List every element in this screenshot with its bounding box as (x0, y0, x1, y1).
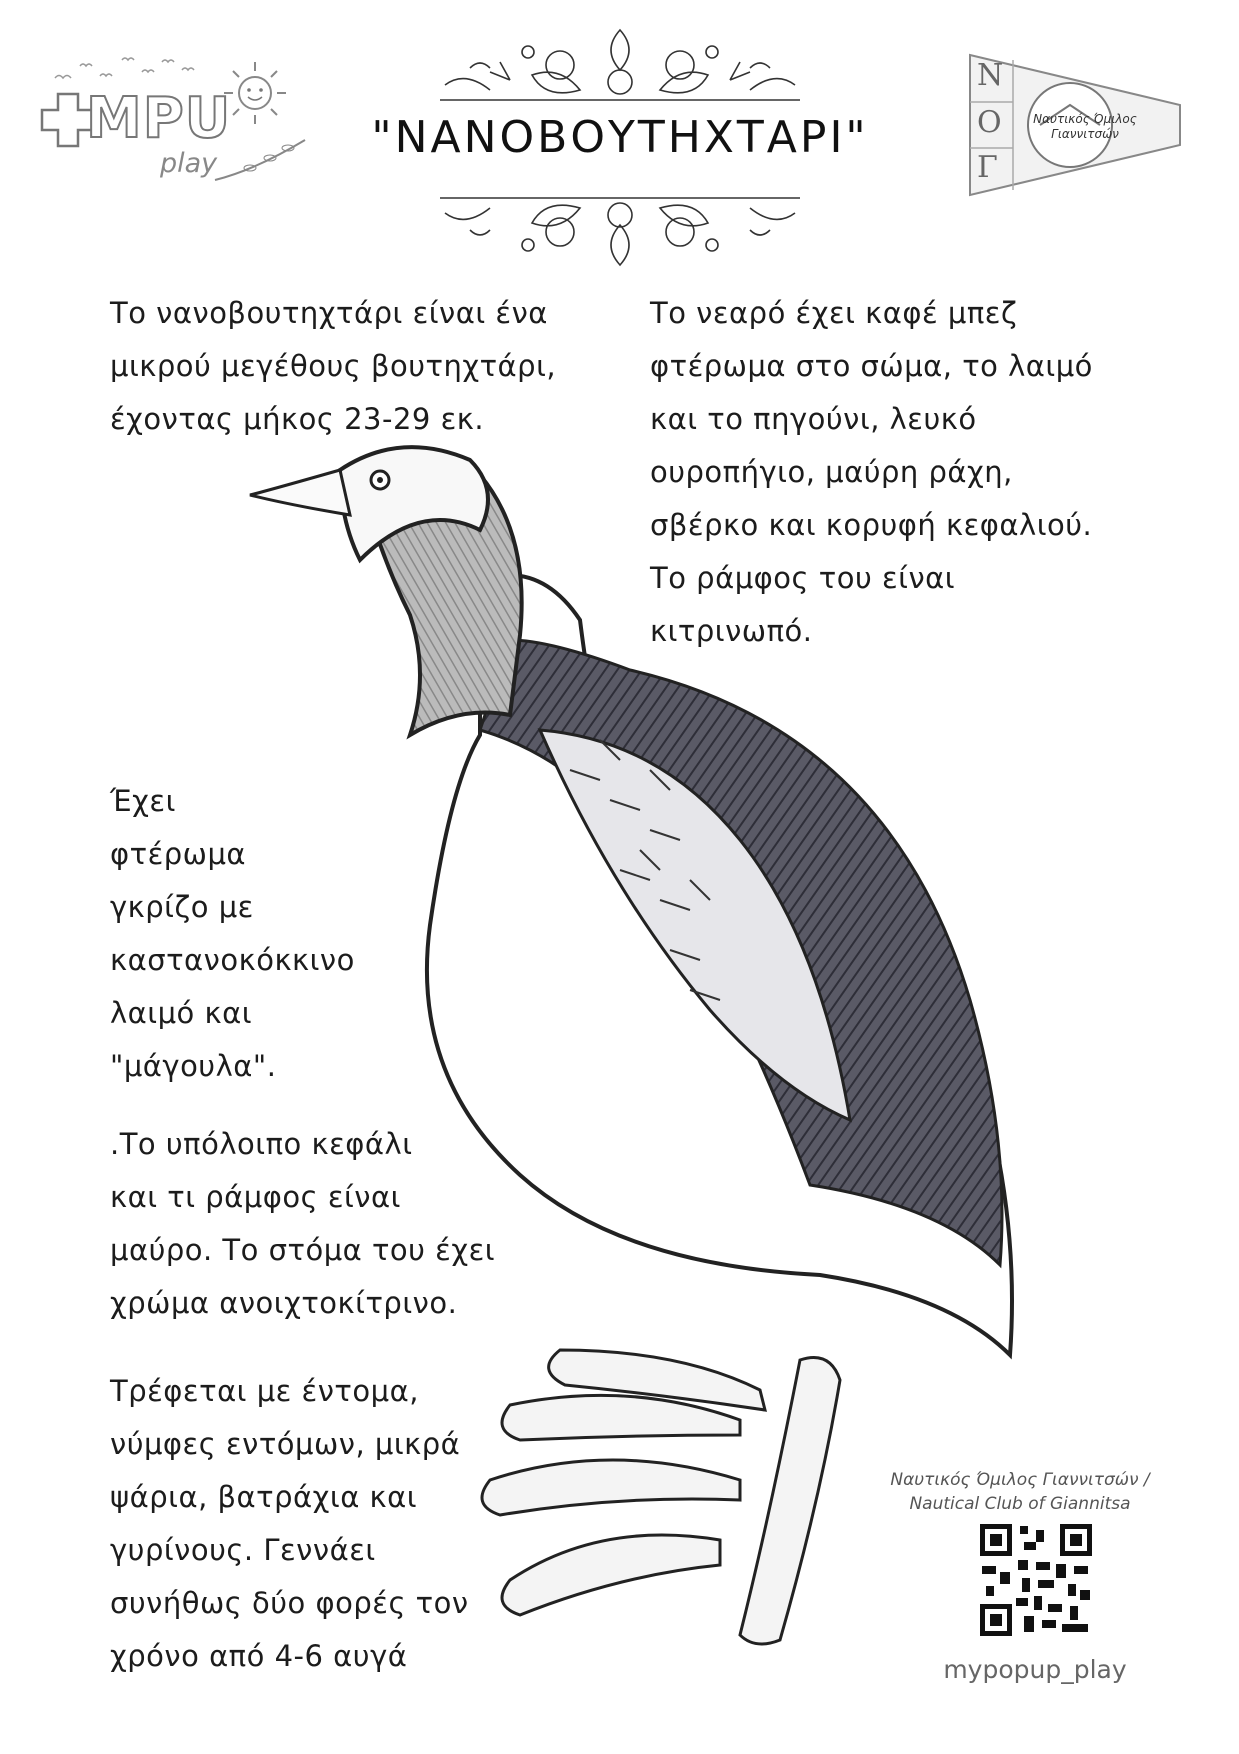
pennant-letter-g: Γ (977, 150, 998, 185)
juvenile-paragraph: Το νεαρό έχει καφέ μπεζ φτέρωμα στο σώμα, το λαιμό και το πηγούνι, λευκό ουροπήγιο, μαύρη ράχη, σβέρκο και κορυφή κεφαλιού. Το ράμφος του είναι κιτρινωπό. (650, 296, 1093, 648)
mpu-logo-text: MPU (86, 86, 232, 151)
nautical-club-logo-text: Ναυτικός Όμιλος Γιαννιτσών (1033, 112, 1137, 141)
head-paragraph: .Το υπόλοιπο κεφάλι και τι ράμφος είναι μαύρο. Το στόμα του έχει χρώμα ανοιχτοκίτρινο. (110, 1127, 496, 1320)
pennant-letter-o: Ο (977, 105, 1002, 140)
plumage-paragraph: Έχει φτέρωμα γκρίζο με καστανοκόκκινο λαιμό και "μάγουλα". (110, 784, 355, 1083)
diet-paragraph: Τρέφεται με έντομα, νύμφες εντόμων, μικρά ψάρια, βατράχια και γυρίνους. Γεννάει συνήθως δύο φορές τον χρόνο από 4-6 αυγά (110, 1374, 469, 1673)
social-handle: mypopup_play (943, 1655, 1127, 1684)
club-credit: Ναυτικός Όμιλος Γιαννιτσών / Nautical Club of Giannitsa (890, 1470, 1150, 1514)
pennant-letter-n: Ν (977, 58, 1004, 93)
page-title: "ΝΑΝΟΒΟΥΤΗΧΤΑΡΙ" (371, 112, 869, 163)
mpu-logo-subtext: play (160, 148, 218, 179)
intro-paragraph: Το νανοβουτηχτάρι είναι ένα μικρού μεγέθους βουτηχτάρι, έχοντας μήκος 23-29 εκ. (110, 296, 557, 436)
qr-code (976, 1520, 1096, 1640)
